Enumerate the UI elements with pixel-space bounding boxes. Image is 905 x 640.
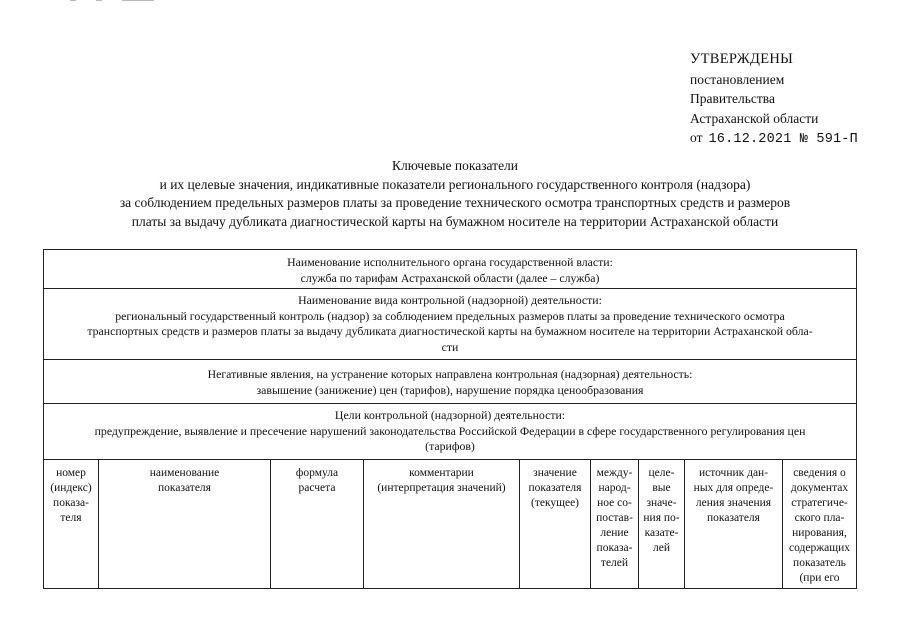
scan-artifact-mark: [96, 0, 102, 1]
title-line: платы за выдачу дубликата диагностической карты на бумажном носителе на территории Астраханской области: [131, 213, 779, 229]
column-header-data-source: источник дан- ных для опреде- ления значения показателя: [685, 460, 783, 588]
approval-date-prefix: от: [690, 130, 703, 145]
approval-line: постановлением: [690, 71, 785, 87]
document-title: [40, 157, 870, 231]
title-line: и их целевые значения, индикативные показатели регионального государственного контроля (надзора): [159, 176, 751, 192]
section-line: региональный государственный контроль (надзор) за соблюдением предельных размеров платы за проведение технического осмотра: [115, 308, 785, 323]
table-header-row: [44, 460, 856, 588]
control-type-section: [44, 289, 856, 360]
executive-body-section: [44, 250, 856, 289]
approval-stamp: [690, 50, 858, 150]
approval-line: Астраханской области: [690, 110, 819, 126]
negative-phenomena-section: [44, 360, 856, 404]
column-header-current-value: значение показателя (текущее): [520, 460, 591, 588]
section-line: завышение (занижение) цен (тарифов), нарушение порядка ценообразования: [256, 382, 644, 397]
approval-heading: УТВЕРЖДЕНЫ: [690, 51, 794, 67]
section-line: (тарифов): [425, 439, 475, 453]
title-line: за соблюдением предельных размеров платы за проведение технического осмотра транспортных средств и размеров: [119, 195, 791, 210]
column-header-target-values: целе- вые значе- ния по- казате- лей: [639, 460, 685, 588]
column-header-comments: комментарии (интерпретация значений): [364, 460, 520, 588]
section-line: Наименование исполнительного органа государственной власти:: [287, 255, 613, 269]
section-line: предупреждение, выявление и пресечение нарушений законодательства Российской Федерации в сфере государственного регулирования цен: [94, 423, 806, 438]
column-header-index: номер (индекс) показа- теля: [44, 460, 99, 588]
indicators-table: [43, 249, 857, 589]
goals-section: [44, 404, 856, 460]
section-line: сти: [441, 339, 459, 354]
column-header-international-comparison: между- народ- ное со- постав- ление показа- телей: [591, 460, 639, 588]
section-line: Негативные явления, на устранение которых направлена контрольная (надзорная) деятельность:: [207, 367, 693, 381]
section-line: Наименование вида контрольной (надзорной) деятельности:: [298, 293, 602, 307]
column-header-name: наименование показателя: [99, 460, 271, 588]
column-header-formula: формула расчета: [271, 460, 364, 588]
column-header-strategic-documents: сведения о документах стратегиче- ского пла- нирования, содержащих показатель (при его: [788, 467, 851, 584]
scan-artifact-mark: [122, 0, 154, 1]
section-line: служба по тарифам Астраханской области (далее – служба): [300, 270, 600, 285]
approval-date-line: [690, 128, 858, 150]
section-line: транспортных средств и размеров платы за выдачу дубликата диагностической карты на бумажном носителе на территории Астраханской обла-: [87, 324, 813, 338]
approval-line: Правительства: [690, 91, 775, 106]
approval-date-number: 16.12.2021 № 591-П: [708, 132, 858, 147]
scan-artifact-mark: [70, 0, 76, 1]
section-line: Цели контрольной (надзорной) деятельности:: [334, 408, 566, 422]
title-line: Ключевые показатели: [391, 158, 519, 173]
